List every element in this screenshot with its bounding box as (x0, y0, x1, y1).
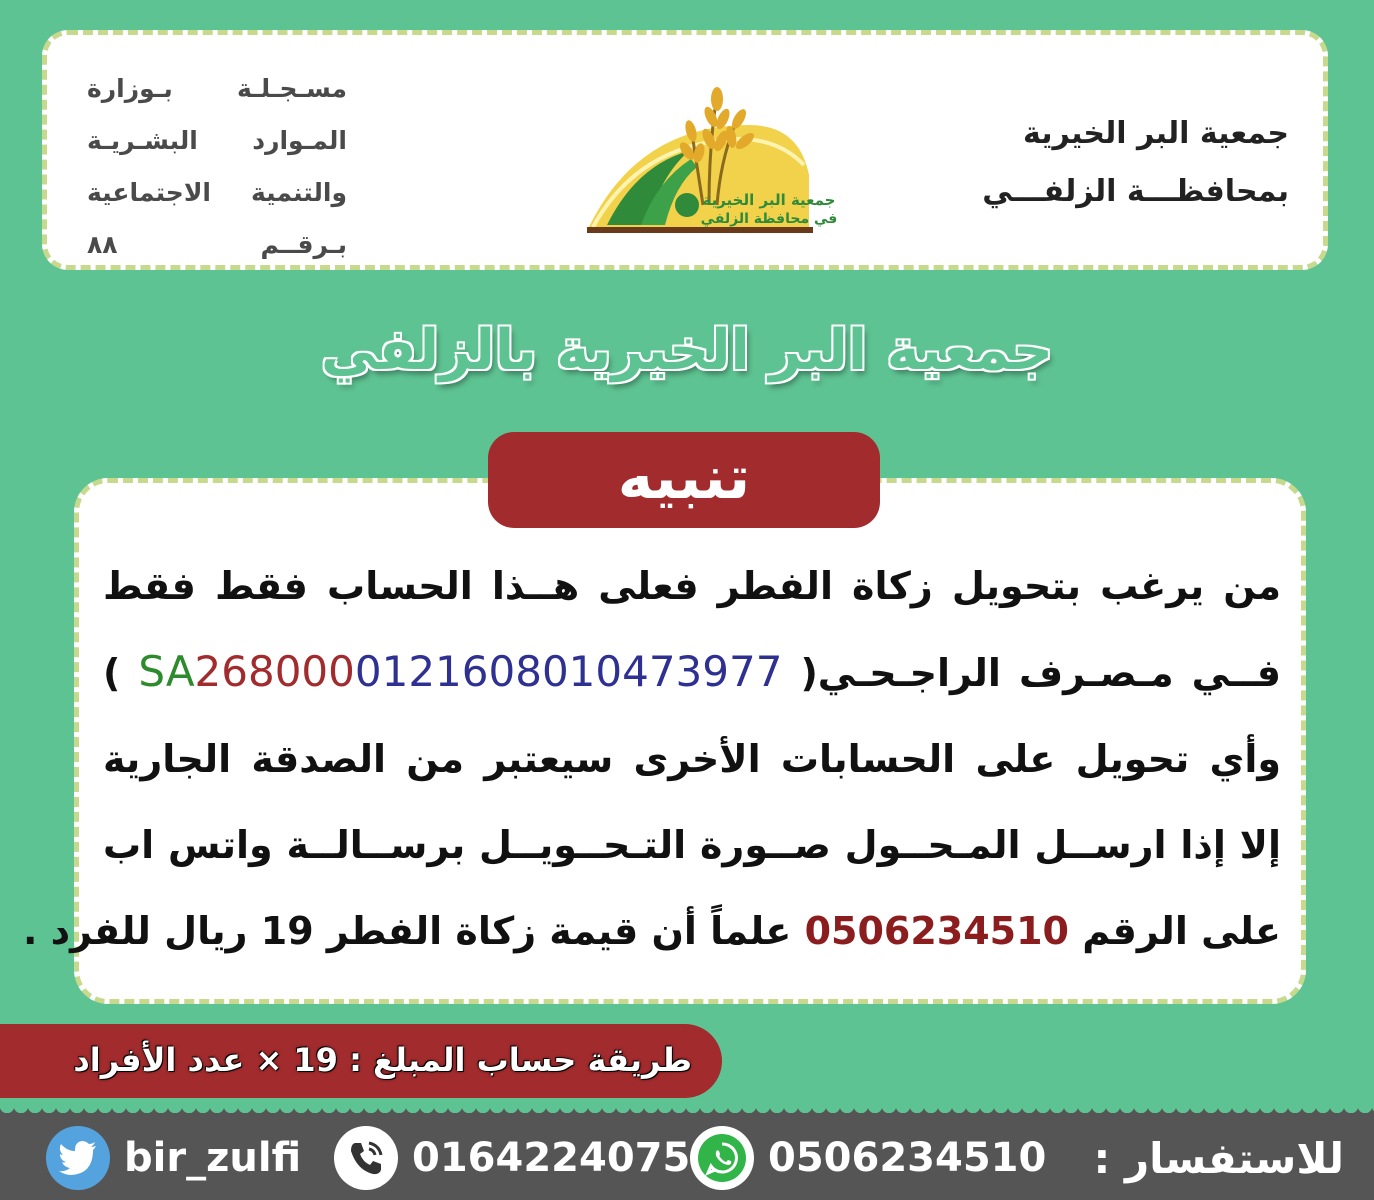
org-name-line2: بمحافظـــة الزلفـــي (982, 174, 1289, 209)
notice-badge: تنبيه (488, 432, 880, 528)
bank-name: فــي مـصـرف الراجـحـي( (800, 651, 1281, 695)
logo-text-line2: في محافظة الزلفي (700, 211, 838, 227)
notice-line-5-prefix: على الرقم (1082, 909, 1281, 953)
whatsapp-number[interactable]: 0506234510 (804, 909, 1069, 953)
notice-line-1: من يرغب بتحويل زكاة الفطر فعلى هــذا الحساب فقط فقط (103, 564, 1281, 608)
org-name (982, 105, 1289, 221)
notice-body (22, 543, 1281, 974)
iban-country: SA (138, 647, 195, 696)
whatsapp-number: 0506234510 (768, 1135, 1047, 1181)
twitter-icon (46, 1126, 110, 1190)
notice-line-4: إلا إذا ارســل المـحــول صــورة التـحــويــل برســالــة واتس اب (103, 823, 1281, 867)
inquiry-label: للاستفسار : (1093, 1133, 1344, 1183)
whatsapp-icon (690, 1126, 754, 1190)
notice-line-5-suffix: علماً أن قيمة زكاة الفطر 19 ريال للفرد . (22, 909, 792, 953)
registration-line: والتنمية الاجتماعية (87, 178, 347, 207)
phone-icon (334, 1126, 398, 1190)
footer-whatsapp[interactable] (690, 1126, 1046, 1190)
notice-line-3: وأي تحويل على الحسابات الأخرى سيعتبر من الصدقة الجارية (103, 737, 1281, 781)
notice-line-2 (103, 629, 1281, 716)
calculation-method: طريقة حساب المبلغ : 19 × عدد الأفراد (0, 1024, 722, 1098)
registration-line: المـوارد البشـريـة (87, 126, 347, 155)
org-name-line1: جمعية البر الخيرية (1023, 116, 1289, 151)
registration-line: مسـجـلـة بـوزارة (87, 74, 347, 103)
header-card (42, 30, 1328, 270)
registration-line: بـرقــم ٨٨ (87, 230, 347, 259)
notice-line-5 (22, 888, 1281, 974)
registration-info (87, 63, 347, 271)
phone-number: 0164224075 (412, 1135, 691, 1181)
footer-twitter[interactable] (46, 1126, 301, 1190)
main-title: جمعية البر الخيرية بالزلفي (321, 318, 1053, 383)
notice-card (22, 478, 1306, 1004)
footer-inquiry (1094, 1126, 1344, 1190)
twitter-handle: bir_zulfi (124, 1135, 302, 1181)
footer-phone[interactable] (334, 1126, 690, 1190)
iban-account: 0121608010473977 (354, 647, 783, 696)
iban-number[interactable] (138, 647, 782, 696)
logo-text-line1: جمعية البر الخيرية (702, 191, 836, 209)
org-logo (579, 55, 838, 245)
iban-bank-code: 268000 (194, 647, 355, 696)
iban-close-paren: ) (103, 651, 121, 695)
